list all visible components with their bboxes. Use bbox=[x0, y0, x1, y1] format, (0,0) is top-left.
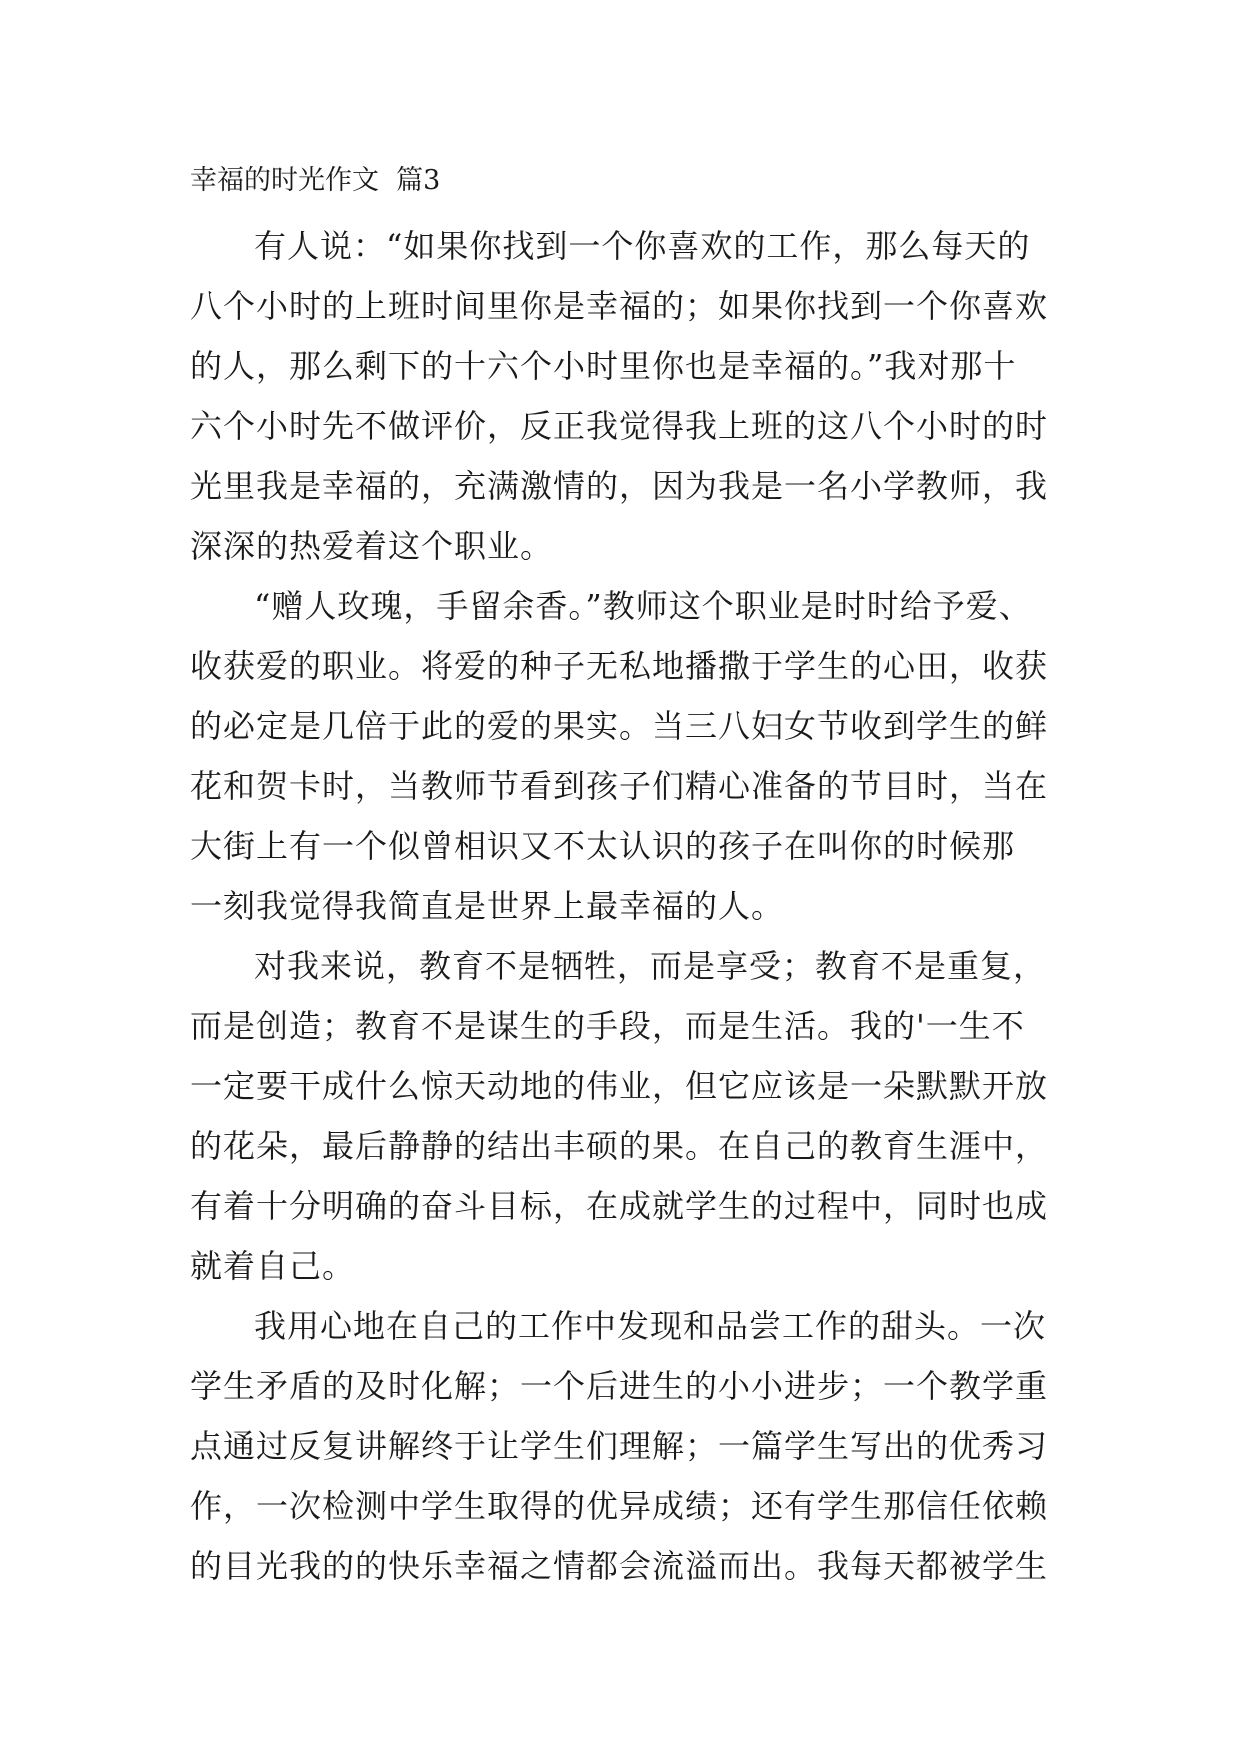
paragraph-line: 学生矛盾的及时化解；一个后进生的小小进步；一个教学重 bbox=[190, 1367, 1049, 1405]
paragraph-line: 有着十分明确的奋斗目标，在成就学生的过程中，同时也成 bbox=[190, 1187, 1049, 1225]
paragraph-line: 深深的热爱着这个职业。 bbox=[190, 527, 554, 565]
paragraph-line: 点通过反复讲解终于让学生们理解；一篇学生写出的优秀习 bbox=[190, 1427, 1049, 1465]
paragraph-line: 的人，那么剩下的十六个小时里你也是幸福的。”我对那十 bbox=[190, 347, 1017, 385]
paragraph-4 bbox=[190, 1296, 1070, 1596]
paragraph-line: 一刻我觉得我简直是世界上最幸福的人。 bbox=[190, 887, 785, 925]
paragraph-line: 一定要干成什么惊天动地的伟业，但它应该是一朵默默开放 bbox=[190, 1067, 1049, 1105]
paragraph-line: 的目光我的的快乐幸福之情都会流溢而出。我每天都被学生 bbox=[190, 1547, 1049, 1585]
paragraph-2 bbox=[190, 576, 1070, 936]
paragraph-line: 的花朵，最后静静的结出丰硕的果。在自己的教育生涯中， bbox=[190, 1127, 1049, 1165]
paragraph-line: 对我来说，教育不是牺牲，而是享受；教育不是重复， bbox=[254, 947, 1047, 985]
paragraph-line: “赠人玫瑰，手留余香。”教师这个职业是时时给予爱、 bbox=[254, 587, 1032, 625]
paragraph-line: 收获爱的职业。将爱的种子无私地播撒于学生的心田，收获 bbox=[190, 647, 1049, 685]
paragraph-line: 的必定是几倍于此的爱的果实。当三八妇女节收到学生的鲜 bbox=[190, 707, 1049, 745]
paragraph-line: 六个小时先不做评价，反正我觉得我上班的这八个小时的时 bbox=[190, 407, 1049, 445]
document-title: 幸福的时光作文 篇3 bbox=[190, 165, 441, 196]
paragraph-line: 花和贺卡时，当教师节看到孩子们精心准备的节目时，当在 bbox=[190, 767, 1049, 805]
paragraph-1 bbox=[190, 216, 1070, 576]
document-body bbox=[190, 216, 1070, 1596]
paragraph-line: 作，一次检测中学生取得的优异成绩；还有学生那信任依赖 bbox=[190, 1487, 1049, 1525]
paragraph-line: 我用心地在自己的工作中发现和品尝工作的甜头。一次 bbox=[254, 1307, 1047, 1345]
paragraph-line: 而是创造；教育不是谋生的手段，而是生活。我的'一生不 bbox=[190, 1007, 1025, 1045]
paragraph-line: 有人说：“如果你找到一个你喜欢的工作，那么每天的 bbox=[254, 227, 1031, 265]
paragraph-line: 八个小时的上班时间里你是幸福的；如果你找到一个你喜欢 bbox=[190, 287, 1049, 325]
paragraph-3 bbox=[190, 936, 1070, 1296]
paragraph-line: 光里我是幸福的，充满激情的，因为我是一名小学教师，我 bbox=[190, 467, 1049, 505]
paragraph-line: 就着自己。 bbox=[190, 1247, 356, 1285]
paragraph-line: 大街上有一个似曾相识又不太认识的孩子在叫你的时候那 bbox=[190, 827, 1016, 865]
